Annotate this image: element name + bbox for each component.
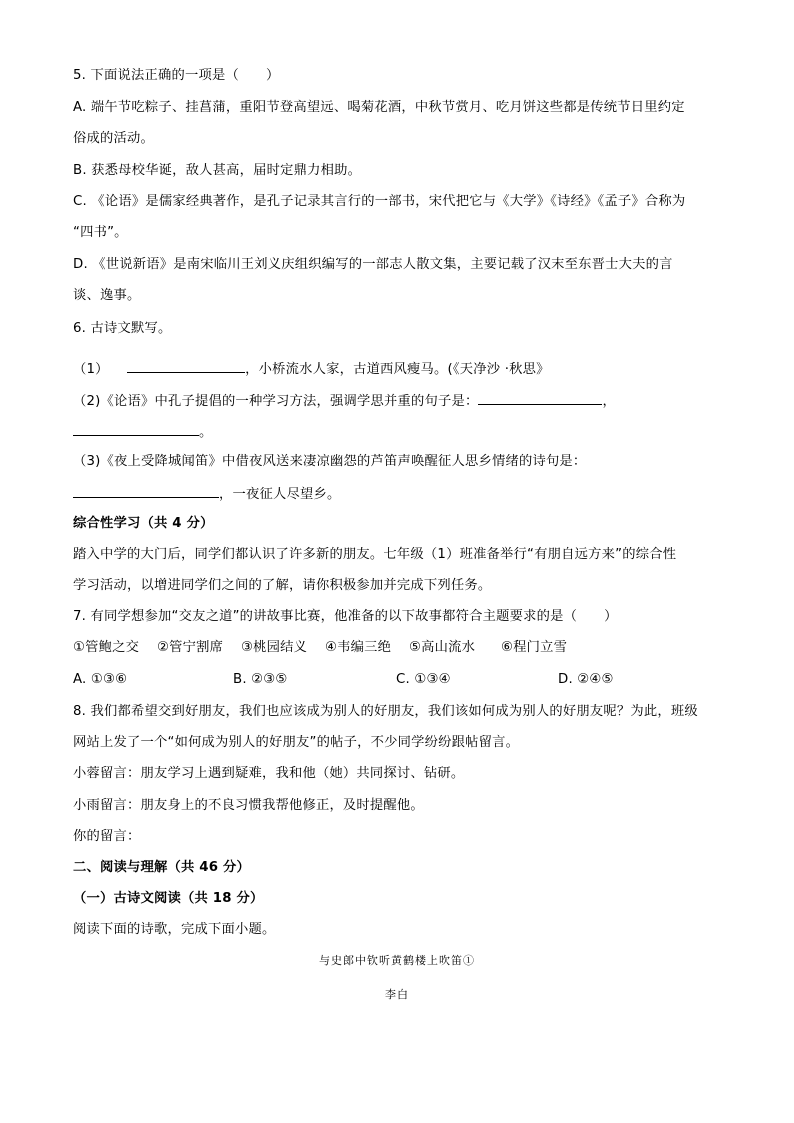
q6-sub2-cont bbox=[73, 422, 213, 442]
q7-options bbox=[73, 671, 614, 689]
q5-option-d-line2: 谈、逸事。 bbox=[73, 288, 141, 303]
q7-item-5: ⑤高山流水 bbox=[409, 640, 476, 655]
q5-option-a-line1: A. 端午节吃粽子、挂菖蒲，重阳节登高望远、喝菊花酒，中秋节赏月、吃月饼这些都是传统节日里约定 bbox=[73, 100, 685, 115]
q7-option-b[interactable]: B. ②③⑤ bbox=[233, 672, 288, 687]
reading-instruction: 阅读下面的诗歌，完成下面小题。 bbox=[73, 922, 276, 937]
q7-items bbox=[73, 639, 567, 657]
q5-option-d-line1: D. 《世说新语》是南宋临川王刘义庆组织编写的一部志人散文集，主要记载了汉末至东晋士大夫的言 bbox=[73, 257, 673, 272]
q6-sub1 bbox=[73, 359, 550, 379]
q6-sub2-text: （2)《论语》中孔子提倡的一种学习方法，强调学思并重的句子是： bbox=[73, 394, 479, 409]
q7-item-6: ⑥程门立雪 bbox=[501, 640, 568, 655]
q6-sub2 bbox=[73, 391, 616, 411]
intro-line2: 学习活动，以增进同学们之间的了解，请你积极参加并完成下列任务。 bbox=[73, 578, 492, 593]
q7-item-4: ④韦编三绝 bbox=[325, 640, 392, 655]
q6-sub3-blank[interactable] bbox=[73, 484, 219, 498]
q6-sub2-blank1[interactable] bbox=[478, 391, 602, 405]
subsection-poetry-heading: （一）古诗文阅读（共 18 分） bbox=[73, 891, 264, 906]
q8-message-2: 小雨留言：朋友身上的不良习惯我帮他修正，及时提醒他。 bbox=[73, 798, 424, 813]
q6-stem: 6. 古诗文默写。 bbox=[73, 321, 172, 336]
q6-sub3-cont bbox=[73, 484, 340, 504]
q5-option-c-line2: “四书”。 bbox=[73, 225, 128, 240]
q6-sub1-blank[interactable] bbox=[127, 359, 245, 373]
q5-option-c-line1: C. 《论语》是儒家经典著作，是孔子记录其言行的一部书，宋代把它与《大学》《诗经》《孟子》合称为 bbox=[73, 194, 686, 209]
q7-stem: 7. 有同学想参加“交友之道”的讲故事比赛，他准备的以下故事都符合主题要求的是（ ） bbox=[73, 609, 618, 624]
q6-sub1-number: （1） bbox=[73, 362, 109, 377]
q6-sub3: （3)《夜上受降城闻笛》中借夜风送来凄凉幽怨的芦笛声唤醒征人思乡情绪的诗句是： bbox=[73, 454, 587, 469]
q7-item-2: ②管宁割席 bbox=[157, 640, 224, 655]
q6-sub3-end: ，一夜征人尽望乡。 bbox=[219, 487, 341, 502]
q5-option-b: B. 获悉母校华诞，敌人甚高，届时定鼎力相助。 bbox=[73, 163, 362, 178]
q7-option-c[interactable]: C. ①③④ bbox=[396, 672, 451, 687]
q8-stem-line2: 网站上发了一个“如何成为别人的好朋友”的帖子，不少同学纷纷跟帖留言。 bbox=[73, 735, 520, 750]
q5-stem: 5. 下面说法正确的一项是（ ） bbox=[73, 68, 280, 83]
poem-author: 李白 bbox=[385, 988, 409, 1001]
q7-item-1: ①管鲍之交 bbox=[73, 640, 140, 655]
section-reading-heading: 二、阅读与理解（共 46 分） bbox=[73, 860, 251, 875]
q7-option-a[interactable]: A. ①③⑥ bbox=[73, 672, 128, 687]
q7-option-d[interactable]: D. ②④⑤ bbox=[558, 672, 614, 687]
q7-item-3: ③桃园结义 bbox=[241, 640, 308, 655]
q8-your-message[interactable]: 你的留言： bbox=[73, 829, 141, 844]
q5-option-a-line2: 俗成的活动。 bbox=[73, 131, 154, 146]
q6-sub2-blank2[interactable] bbox=[73, 422, 199, 436]
intro-line1: 踏入中学的大门后，同学们都认识了许多新的朋友。七年级（1）班准备举行“有朋自远方来”的综合性 bbox=[73, 547, 677, 562]
q8-message-1: 小蓉留言：朋友学习上遇到疑难，我和他（她）共同探讨、钻研。 bbox=[73, 766, 465, 781]
poem-title: 与史郎中钦听黄鹤楼上吹笛① bbox=[319, 954, 475, 967]
q8-stem-line1: 8. 我们都希望交到好朋友，我们也应该成为别人的好朋友，我们该如何成为别人的好朋友呢？为此，班级 bbox=[73, 704, 698, 719]
section-comprehensive-heading: 综合性学习（共 4 分） bbox=[73, 516, 214, 531]
q6-sub1-text: ，小桥流水人家，古道西风瘦马。(《天净沙 ·秋思》 bbox=[245, 362, 550, 377]
q6-sub2-end: 。 bbox=[199, 425, 213, 440]
q6-sub2-comma: ， bbox=[602, 394, 616, 409]
